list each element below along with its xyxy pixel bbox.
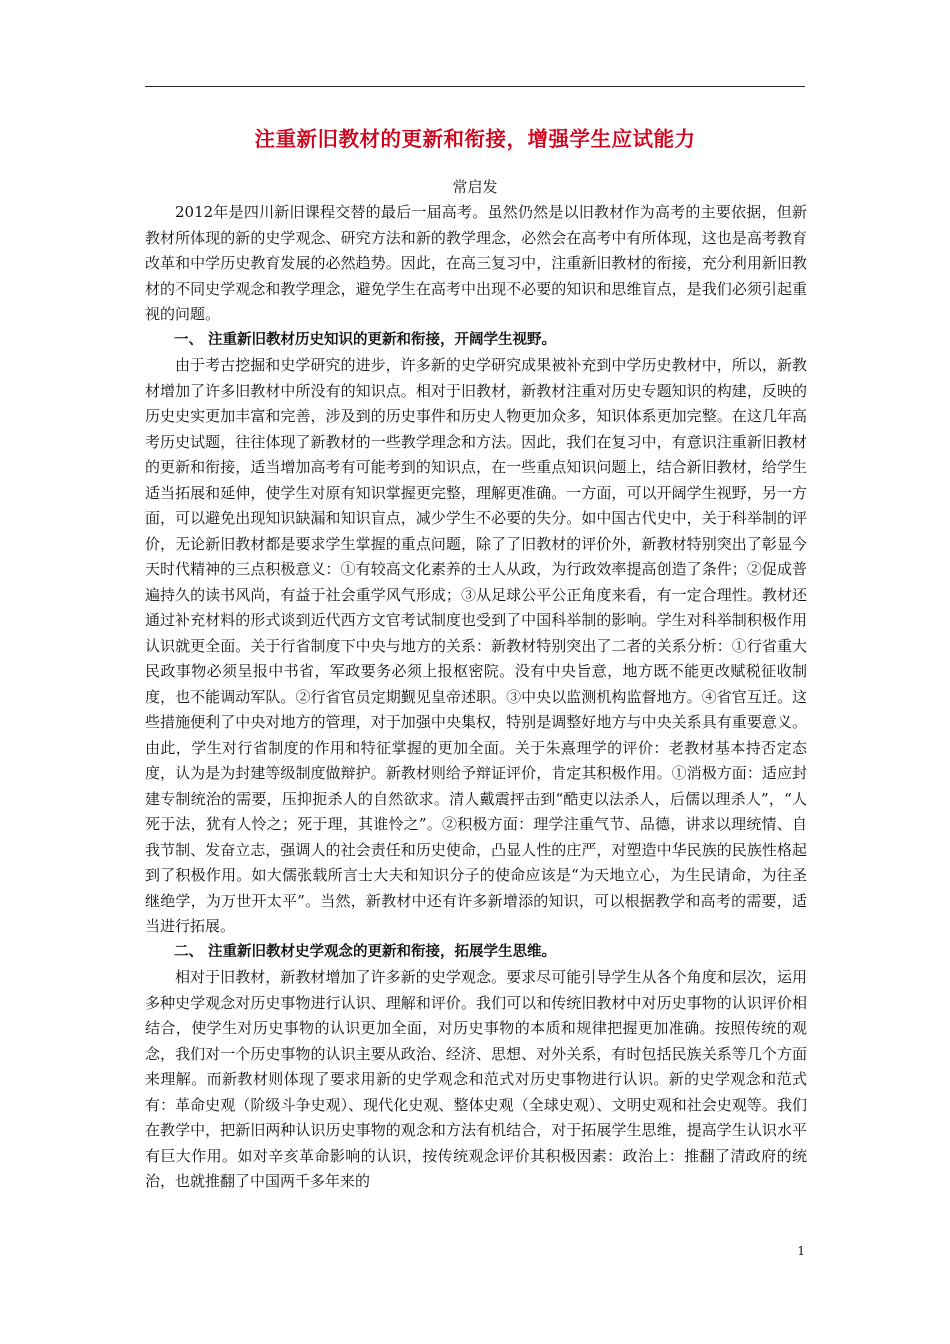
paragraph-section-1: 由于考古挖掘和史学研究的进步，许多新的史学研究成果被补充到中学历史教材中，所以，新教材增加了许多旧教材中所没有的知识点。相对于旧教材，新教材注重对历史专题知识的构建，反映的历史史实更加丰富和完善，涉及到的历史事件和历史人物更加众多，知识体系更加完整。在这几年高考历史试题，往往体现了新教材的一些教学理念和方法。因此，我们在复习中，有意识注重新旧教材的更新和衔接，适当增加高考有可能考到的知识点，在一些重点知识问题上，结合新旧教材，给学生适当拓展和延伸，使学生对原有知识掌握更完整，理解更准确。一方面，可以开阔学生视野，另一方面，可以避免出现知识缺漏和知识盲点，减少学生不必要的失分。如中国古代史中，关于科举制的评价，无论新旧教材都是要求学生掌握的重点问题，除了了旧教材的评价外，新教材特别突出了彰显今天时代精神的三点积极意义：①有较高文化素养的士人从政，为行政效率提高创造了条件；②促成普遍持久的读书风尚，有益于社会重学风气形成；③从足球公平公正角度来看，有一定合理性。教材还通过补充材料的形式谈到近代西方文官考试制度也受到了中国科举制的影响。学生对科举制积极作用认识就更全面。关于行省制度下中央与地方的关系：新教材特别突出了二者的关系分析：①行省重大民政事物必须呈报中书省，军政要务必须上报枢密院。没有中央旨意，地方既不能更改赋税征收制度，也不能调动军队。②行省官员定期觐见皇帝述职。③中央以监测机构监督地方。④省官互迁。这些措施便利了中央对地方的管理，对于加强中央集权，特别是调整好地方与中央关系具有重要意义。由此，学生对行省制度的作用和特征掌握的更加全面。关于朱熹理学的评价：老教材基本持否定态度，认为是为封建等级制度做辩护。新教材则给予辩证评价，肯定其积极作用。①消极方面：适应封建专制统治的需要，压抑扼杀人的自然欲求。清人戴震抨击到“酷吏以法杀人，后儒以理杀人”，“人死于法，犹有人怜之；死于理，其谁怜之”。②积极方面：理学注重气节、品德，讲求以理统情、自我节制、发奋立志，强调人的社会责任和历史使命，凸显人性的庄严，对塑造中华民族的民族性格起到了积极作用。如大儒张载所言士大夫和知识分子的使命应该是“为天地立心，为生民请命，为往圣继绝学，为万世开太平”。当然，新教材中还有许多新增添的知识，可以根据教学和高考的需要，适当进行拓展。 (145, 356, 807, 935)
page-number: 1 (797, 1244, 805, 1258)
section-heading-2: 二、 注重新旧教材史学观念的更新和衔接，拓展学生思维。 (174, 943, 557, 960)
paragraph-intro: 2012年是四川新旧课程交替的最后一届高考。虽然仍然是以旧教材作为高考的主要依据，但新教材所体现的新的史学观念、研究方法和新的教学理念，必然会在高考中有所体现，这也是高考教育改革和中学历史教育发展的必然趋势。因此，在高三复习中，注重新旧教材的衔接，充分利用新旧教材的不同史学观念和教学理念，避免学生在高考中出现不必要的知识和思维盲点，是我们必须引起重视的问题。 (145, 203, 807, 323)
author-name: 常启发 (452, 178, 498, 196)
paragraph-section-2: 相对于旧教材，新教材增加了许多新的史学观念。要求尽可能引导学生从各个角度和层次，运用多种史学观念对历史事物进行认识、理解和评价。我们可以和传统旧教材中对历史事物的认识评价相结合，使学生对历史事物的认识更加全面，对历史事物的本质和规律把握更加准确。按照传统的观念，我们对一个历史事物的认识主要从政治、经济、思想、对外关系，有时包括民族关系等几个方面来理解。而新教材则体现了要求用新的史学观念和范式对历史事物进行认识。新的史学观念和范式有：革命史观（阶级斗争史观）、现代化史观、整体史观（全球史观）、文明史观和社会史观等。我们在教学中，把新旧两种认识历史事物的观念和方法有机结合，对于拓展学生思维，提高学生认识水平有巨大作用。如对辛亥革命影响的认识，按传统观念评价其积极因素：政治上：推翻了清政府的统治，也就推翻了中国两千多年来的 (145, 968, 807, 1190)
section-heading-1: 一、 注重新旧教材历史知识的更新和衔接，开阔学生视野。 (174, 331, 557, 348)
document-body (145, 200, 807, 1195)
document-title: 注重新旧教材的更新和衔接，增强学生应试能力 (254, 127, 696, 151)
header-rule (145, 86, 805, 87)
